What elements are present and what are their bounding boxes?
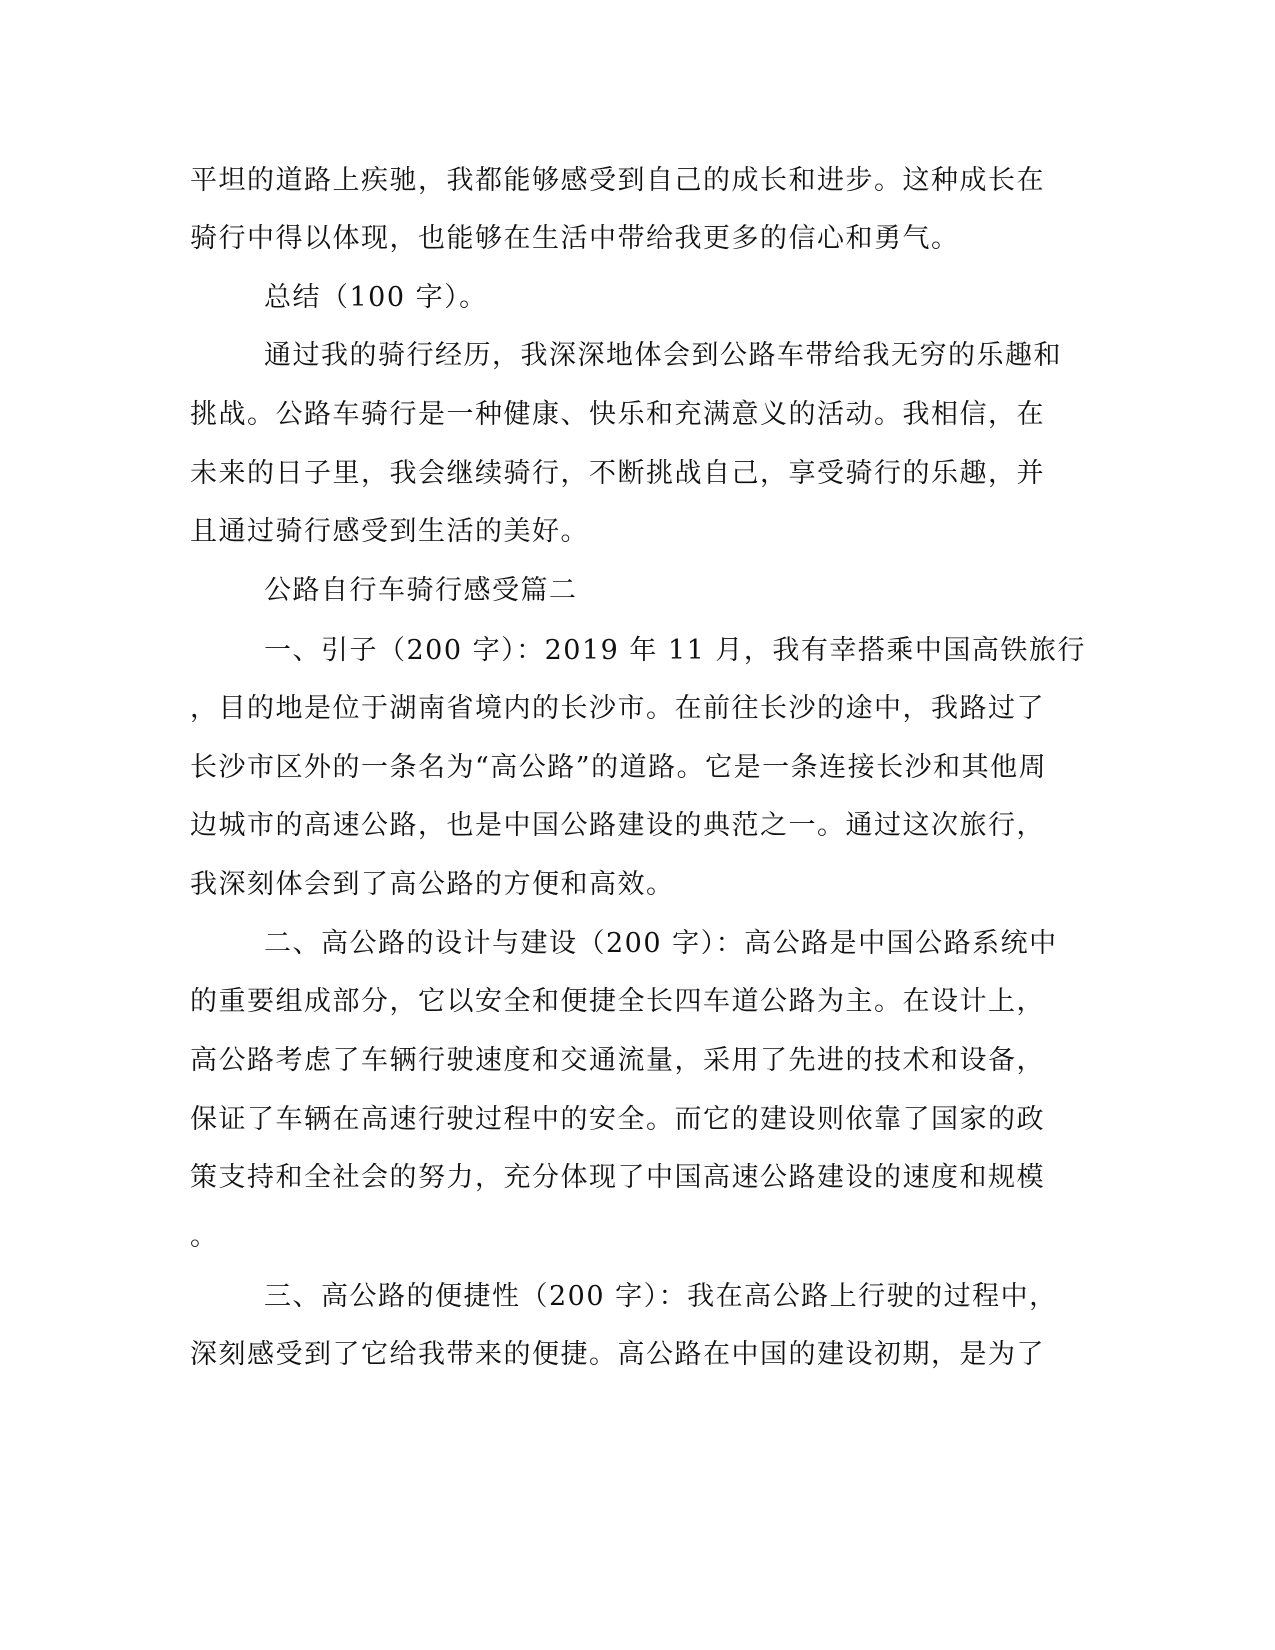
text-line: 且通过骑行感受到生活的美好。 — [190, 516, 589, 547]
text-line: 。 — [190, 1221, 219, 1252]
section-heading-summary: 总结（100 字）。 — [264, 282, 488, 313]
text-line: 深刻感受到了它给我带来的便捷。高公路在中国的建设初期，是为了 — [190, 1339, 1045, 1370]
text-line: 未来的日子里，我会继续骑行，不断挑战自己，享受骑行的乐趣，并 — [190, 458, 1045, 489]
text-line: 边城市的高速公路，也是中国公路建设的典范之一。通过这次旅行， — [190, 810, 1045, 841]
text-line: 骑行中得以体现，也能够在生活中带给我更多的信心和勇气。 — [190, 223, 960, 254]
text-line: ，目的地是位于湖南省境内的长沙市。在前往长沙的途中，我路过了 — [190, 693, 1045, 724]
text-line: 保证了车辆在高速行驶过程中的安全。而它的建设则依靠了国家的政 — [190, 1104, 1045, 1135]
text-line: 高公路考虑了车辆行驶速度和交通流量，采用了先进的技术和设备， — [190, 1045, 1045, 1076]
text-line: 一、引子（200 字）：2019 年 11 月，我有幸搭乘中国高铁旅行 — [264, 635, 1086, 666]
text-line: 二、高公路的设计与建设（200 字）：高公路是中国公路系统中 — [264, 928, 1058, 959]
text-line: 挑战。公路车骑行是一种健康、快乐和充满意义的活动。我相信，在 — [190, 399, 1045, 430]
text-line: 策支持和全社会的努力，充分体现了中国高速公路建设的速度和规模 — [190, 1162, 1045, 1193]
text-line: 我深刻体会到了高公路的方便和高效。 — [190, 869, 675, 900]
text-line: 三、高公路的便捷性（200 字）：我在高公路上行驶的过程中， — [264, 1281, 1058, 1312]
section-heading-part-two: 公路自行车骑行感受篇二 — [264, 575, 578, 606]
text-line: 平坦的道路上疾驰，我都能够感受到自己的成长和进步。这种成长在 — [190, 165, 1045, 196]
text-line: 通过我的骑行经历，我深深地体会到公路车带给我无穷的乐趣和 — [264, 340, 1062, 371]
text-line: 的重要组成部分，它以安全和便捷全长四车道公路为主。在设计上， — [190, 986, 1045, 1017]
text-line: 长沙市区外的一条名为“高公路”的道路。它是一条连接长沙和其他周 — [190, 752, 1048, 783]
